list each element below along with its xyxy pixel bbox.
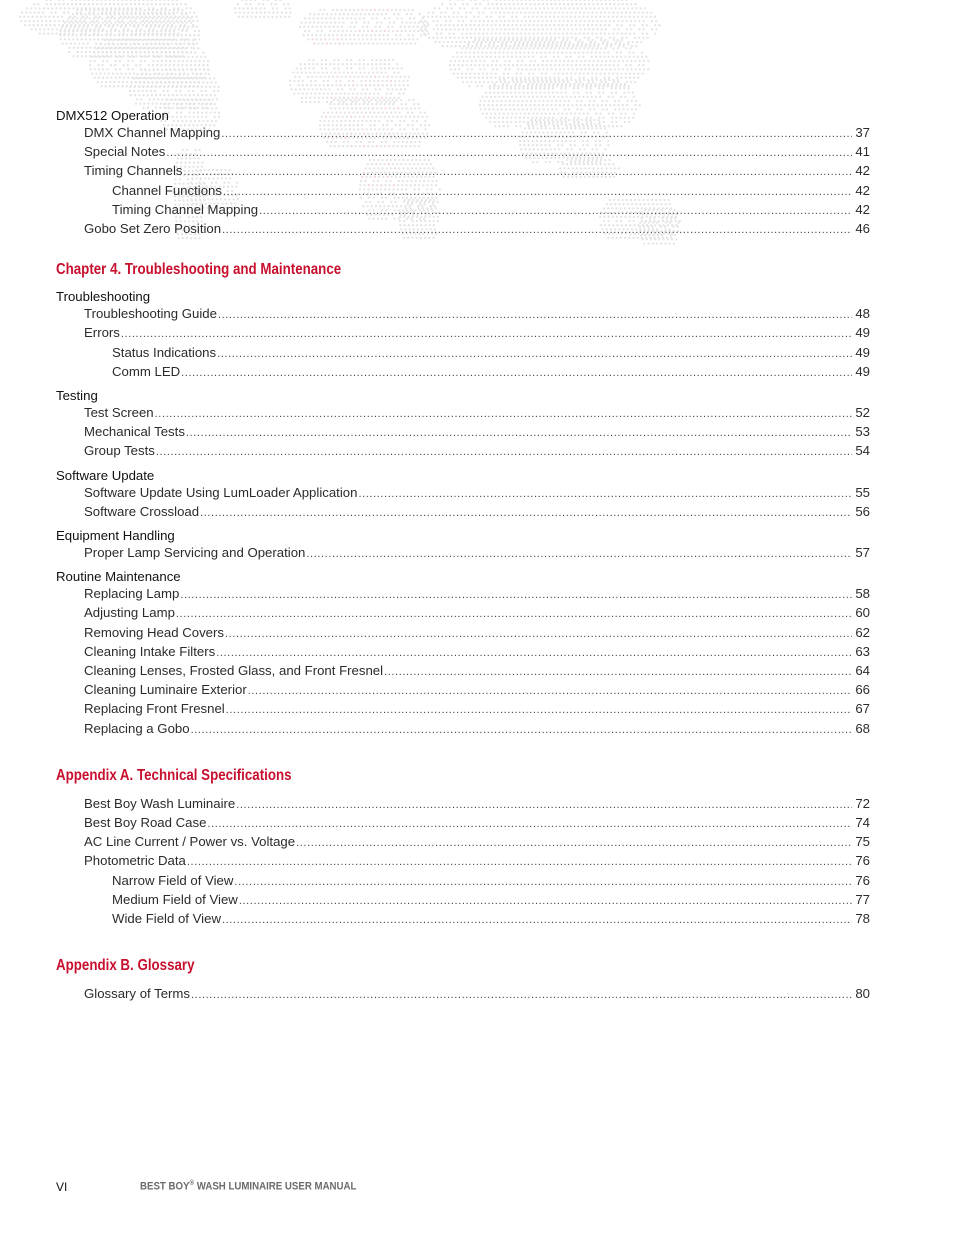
entry-page-number: 54 [855,443,870,459]
toc-entry[interactable] [56,643,870,662]
entry-page-number: 75 [855,834,870,850]
group-title: Testing [56,388,98,404]
toc-entry[interactable] [56,872,870,891]
footer-title-prefix: BEST BOY [140,1180,190,1193]
entry-page-number: 41 [855,144,870,160]
footer-title-suffix: WASH LUMINAIRE USER MANUAL [194,1180,357,1193]
toc-entry[interactable] [56,833,870,852]
entry-label: DMX Channel Mapping [84,125,221,140]
entry-page-number: 49 [855,363,870,379]
toc-entry[interactable] [56,985,870,1004]
entry-label: Photometric Data [84,853,186,869]
entry-label: Replacing a Gobo [84,720,190,736]
dot-leader [223,184,852,201]
entry-page-number: 56 [855,503,870,519]
entry-page-number: 64 [855,663,870,679]
section-heading: Appendix B. Glossary [56,957,195,975]
entry-page-number: 76 [855,872,870,888]
entry-label: Replacing Front Fresnel [84,701,225,717]
dot-leader [234,874,852,891]
group-title: Routine Maintenance [56,569,181,585]
table-of-contents [56,107,870,1005]
entry-label: Timing Channels [84,163,183,179]
entry-label: Special Notes [84,144,166,160]
entry-page-number: 74 [855,815,870,831]
entry-page-number: 42 [855,201,870,217]
entry-page-number: 48 [855,306,870,322]
toc-group [56,568,870,739]
group-title: Equipment Handling [56,528,175,544]
toc-entry[interactable] [56,162,870,181]
entry-label: Mechanical Tests [84,424,185,440]
entry-page-number: 49 [855,325,870,341]
group-title: DMX512 Operation [56,108,169,123]
toc-group [56,467,870,522]
entry-page-number: 62 [855,624,870,640]
toc-entry[interactable] [56,814,870,833]
toc-entry[interactable] [56,852,870,871]
entry-page-number: 72 [855,795,870,811]
toc-group [56,288,870,382]
entry-label: Software Update Using LumLoader Application [84,484,358,500]
toc-entry[interactable] [56,201,870,220]
entry-label: Status Indications [112,344,217,360]
entry-label: Software Crossload [84,503,200,519]
entry-label: Comm LED [112,363,181,379]
dot-leader [221,126,852,143]
toc-entry[interactable] [56,363,870,382]
entry-page-number: 58 [855,586,870,602]
dot-leader [236,797,852,814]
dot-leader [156,444,852,461]
entry-page-number: 46 [855,221,870,237]
dot-leader [217,346,852,363]
footer-manual-title [140,1180,356,1193]
entry-label: Troubleshooting Guide [84,306,217,322]
dot-leader [181,365,852,382]
entry-label: Group Tests [84,443,155,459]
toc-entry[interactable] [56,404,870,423]
registered-mark: ® [189,1180,195,1187]
dot-leader [186,425,852,442]
entry-label: Test Screen [84,405,154,421]
dot-leader [155,406,853,423]
entry-page-number: 80 [855,986,870,1002]
entry-page-number: 49 [855,344,870,360]
dot-leader [187,854,852,871]
toc-entry[interactable] [56,220,870,239]
entry-page-number: 55 [855,484,870,500]
entry-label: Removing Head Covers [84,624,224,640]
dot-leader [191,722,853,739]
toc-section [56,956,870,1004]
entry-label: Best Boy Wash Luminaire [84,795,236,811]
toc-entry[interactable] [56,544,870,563]
dot-leader [248,683,853,700]
toc-entry[interactable] [56,124,870,143]
entry-page-number: 37 [855,125,870,140]
dot-leader [207,816,852,833]
toc-section [56,260,870,739]
toc-entry[interactable] [56,344,870,363]
toc-entry[interactable] [56,585,870,604]
section-heading: Chapter 4. Troubleshooting and Maintenance [56,261,342,279]
toc-group [56,527,870,563]
toc-section [56,766,870,929]
toc-entry[interactable] [56,423,870,442]
dot-leader [358,486,852,503]
toc-group [56,795,870,929]
dot-leader [225,626,852,643]
dot-leader [306,546,852,563]
toc-group [56,387,870,462]
entry-page-number: 63 [855,643,870,659]
footer-page-number: VI [56,1180,68,1194]
dot-leader [121,326,852,343]
dot-leader [180,587,852,604]
toc-entry[interactable] [56,910,870,929]
toc-entry[interactable] [56,182,870,201]
toc-entry[interactable] [56,604,870,623]
group-title: Software Update [56,467,155,483]
toc-entry[interactable] [56,624,870,643]
entry-label: Wide Field of View [112,911,221,927]
toc-entry[interactable] [56,484,870,503]
entry-page-number: 77 [855,891,870,907]
page-footer [56,1178,756,1196]
entry-page-number: 78 [855,911,870,927]
entry-label: Replacing Lamp [84,586,180,602]
dot-leader [183,164,852,181]
dot-leader [239,893,853,910]
toc-entry[interactable] [56,305,870,324]
toc-entry[interactable] [56,143,870,162]
entry-label: Cleaning Intake Filters [84,643,216,659]
toc-group [56,107,870,239]
toc-group [56,985,870,1004]
entry-page-number: 66 [855,682,870,698]
entry-page-number: 67 [855,701,870,717]
toc-entry[interactable] [56,891,870,910]
entry-label: Adjusting Lamp [84,605,175,621]
entry-page-number: 60 [855,605,870,621]
entry-label: AC Line Current / Power vs. Voltage [84,834,296,850]
entry-page-number: 53 [855,424,870,440]
entry-label: Errors [84,325,120,341]
toc-section [56,107,870,239]
toc-entry[interactable] [56,795,870,814]
toc-entry[interactable] [56,662,870,681]
entry-label: Narrow Field of View [112,872,234,888]
toc-entry[interactable] [56,324,870,343]
entry-label: Gobo Set Zero Position [84,221,222,237]
dot-leader [218,307,852,324]
dot-leader [296,835,852,852]
dot-leader [226,702,853,719]
entry-label: Cleaning Lenses, Frosted Glass, and Front Fresnel [84,663,384,679]
dot-leader [259,203,852,220]
entry-page-number: 42 [855,182,870,198]
toc-entry[interactable] [56,681,870,700]
toc-entry[interactable] [56,700,870,719]
dot-leader [200,505,852,522]
entry-page-number: 42 [855,163,870,179]
dot-leader [384,664,852,681]
entry-label: Channel Functions [112,182,222,198]
toc-entry[interactable] [56,720,870,739]
group-title: Troubleshooting [56,289,151,305]
entry-page-number: 57 [855,545,870,561]
section-heading: Appendix A. Technical Specifications [56,766,292,784]
entry-label: Cleaning Luminaire Exterior [84,682,247,698]
entry-page-number: 52 [855,405,870,421]
entry-label: Medium Field of View [112,891,238,907]
toc-entry[interactable] [56,442,870,461]
dot-leader [216,645,852,662]
dot-leader [191,987,852,1004]
entry-page-number: 68 [855,720,870,736]
dot-leader [222,222,852,239]
entry-label: Best Boy Road Case [84,815,207,831]
entry-label: Glossary of Terms [84,986,191,1002]
dot-leader [166,145,852,162]
dot-leader [176,606,852,623]
entry-label: Proper Lamp Servicing and Operation [84,545,306,561]
entry-label: Timing Channel Mapping [112,201,259,217]
entry-page-number: 76 [855,853,870,869]
dot-leader [222,912,852,929]
toc-entry[interactable] [56,503,870,522]
